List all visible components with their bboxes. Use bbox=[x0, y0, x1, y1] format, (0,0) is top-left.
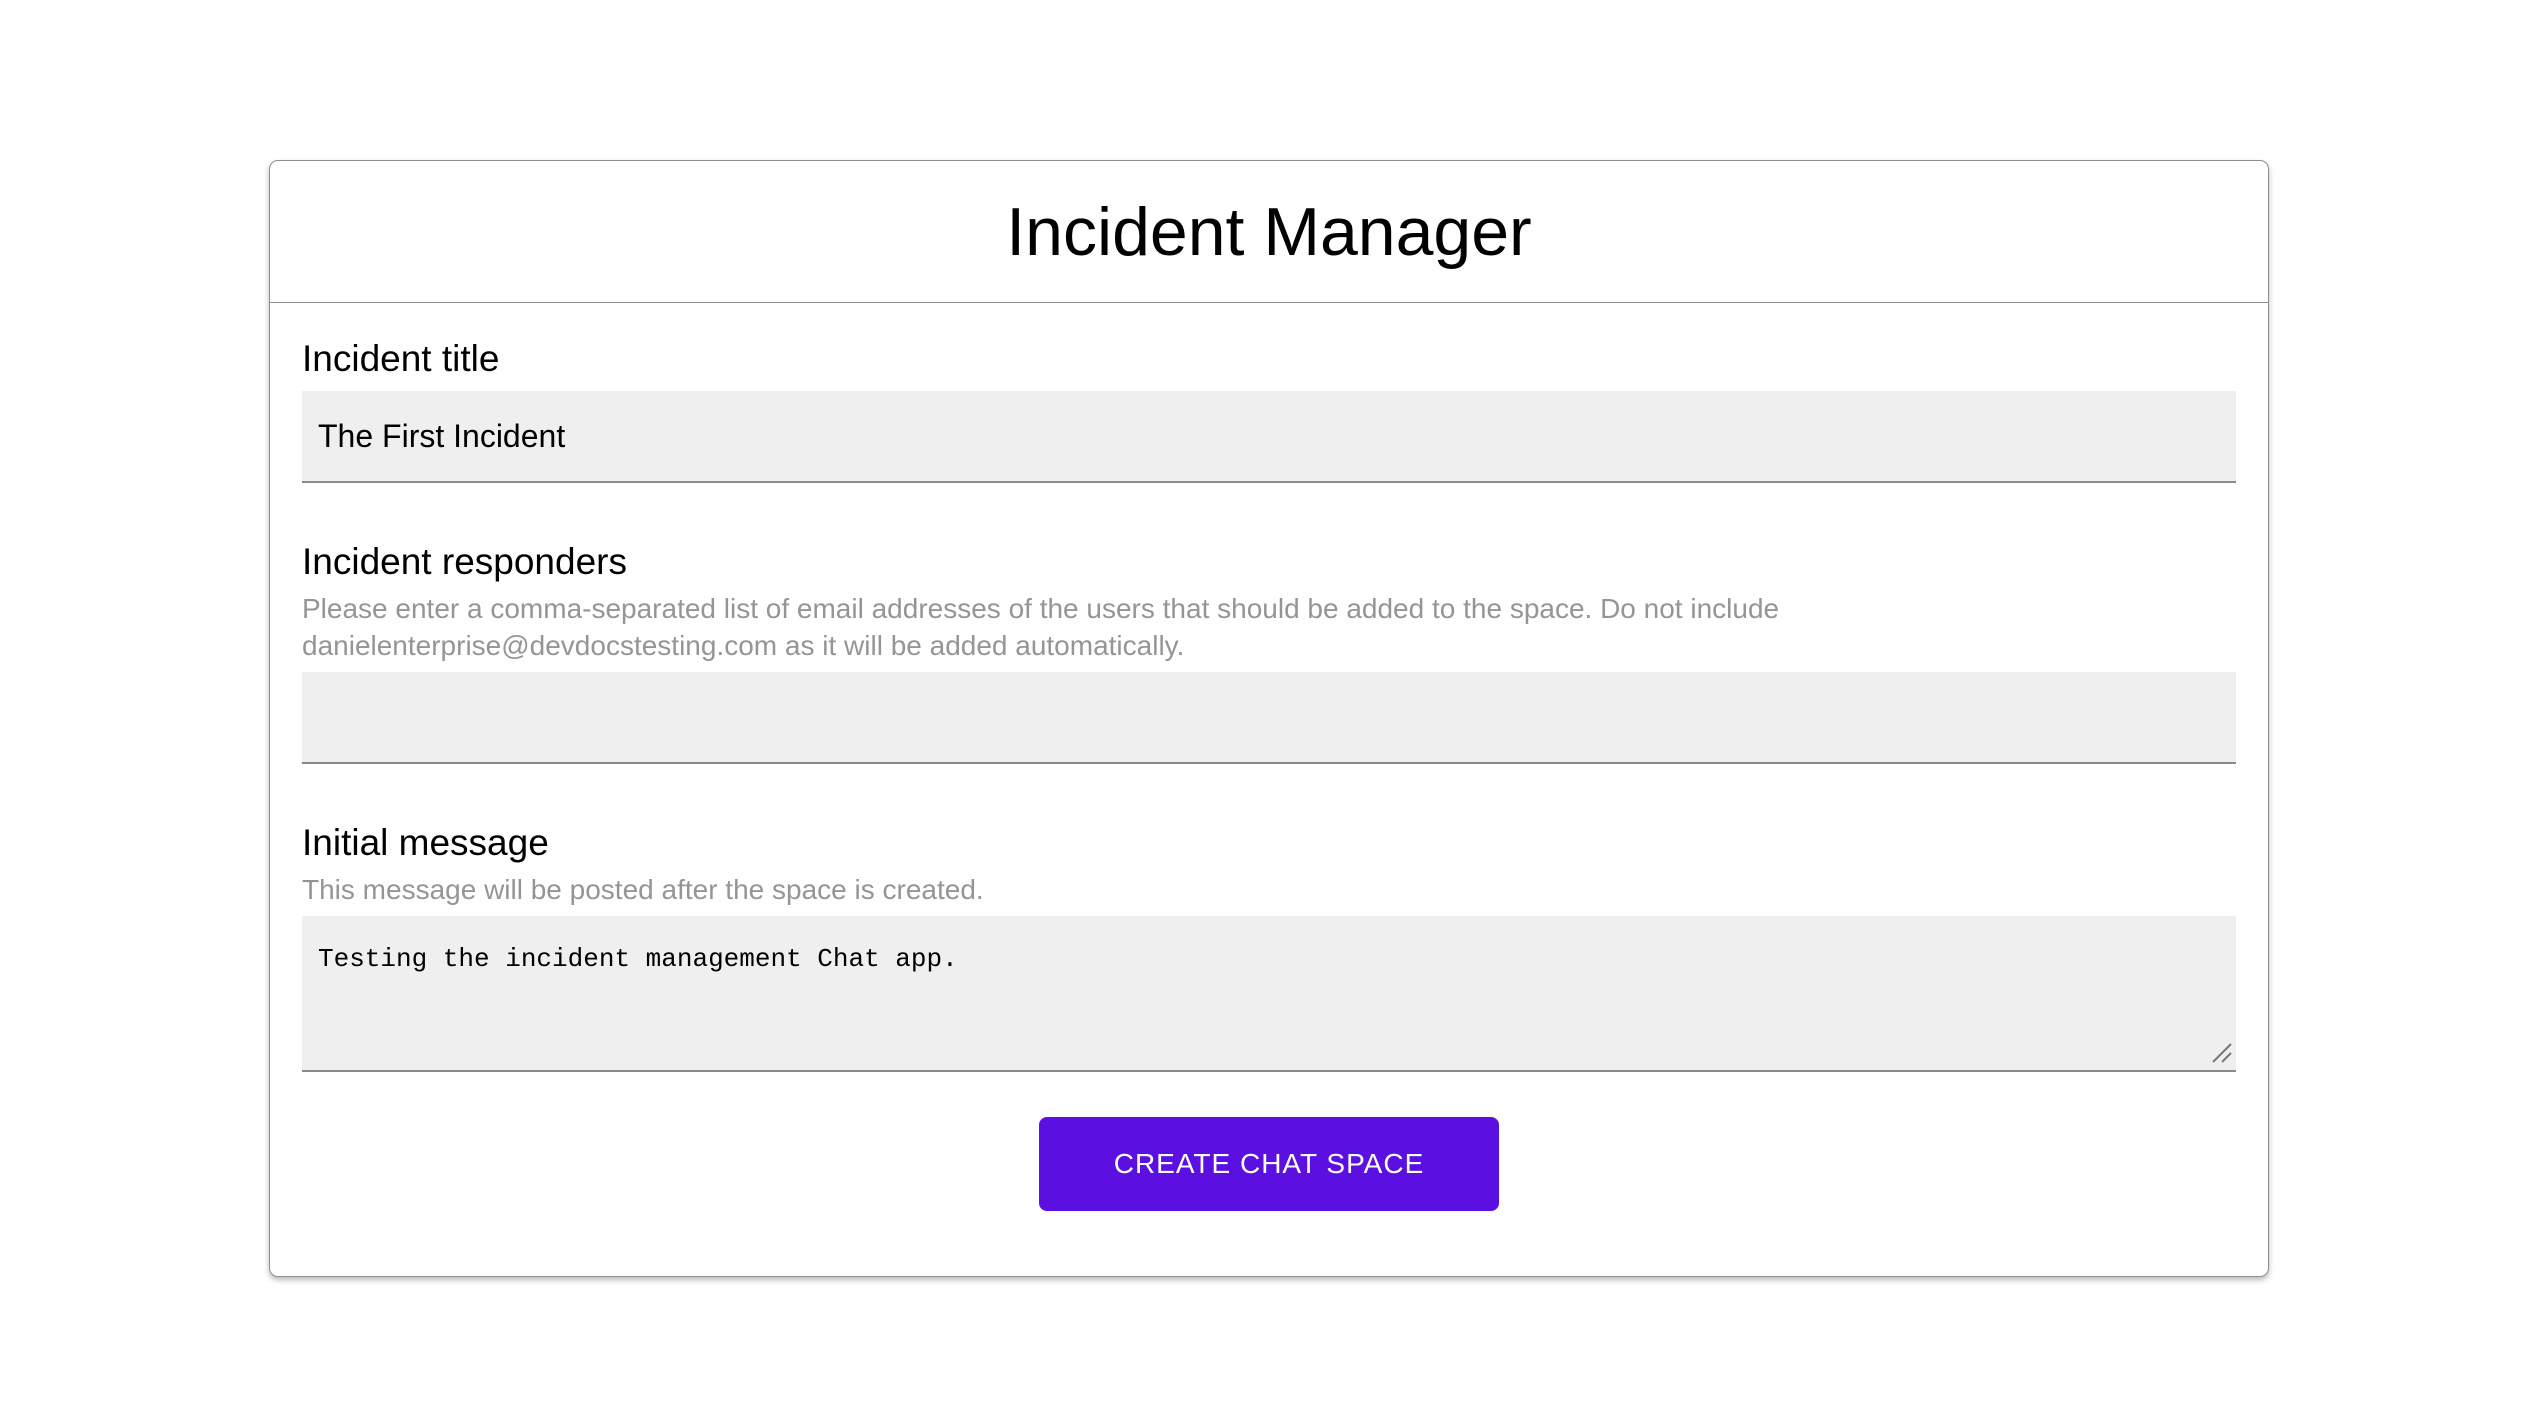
incident-responders-input[interactable] bbox=[302, 672, 2236, 764]
incident-manager-card bbox=[269, 160, 2269, 1277]
card-header bbox=[270, 161, 2268, 303]
initial-message-textarea-wrap bbox=[302, 916, 2236, 1072]
page-title: Incident Manager bbox=[1006, 193, 1532, 270]
initial-message-label: Initial message bbox=[302, 822, 549, 863]
incident-title-input[interactable] bbox=[302, 391, 2236, 483]
incident-responders-label: Incident responders bbox=[302, 541, 627, 582]
incident-form bbox=[270, 303, 2268, 1211]
field-initial-message bbox=[302, 819, 2236, 1072]
initial-message-textarea[interactable] bbox=[302, 916, 2236, 1072]
field-incident-title bbox=[302, 335, 2236, 483]
field-incident-responders bbox=[302, 538, 2236, 764]
button-row bbox=[302, 1117, 2236, 1211]
incident-responders-helper: Please enter a comma-separated list of email addresses of the users that should be added to the space. Do not include danielenterprise@devdocstesting.com as it will be added automatically. bbox=[302, 593, 1780, 661]
initial-message-helper: This message will be posted after the space is created. bbox=[302, 874, 984, 905]
incident-title-label: Incident title bbox=[302, 338, 500, 379]
create-chat-space-button[interactable]: CREATE CHAT SPACE bbox=[1039, 1117, 1499, 1211]
resize-handle-icon[interactable] bbox=[2207, 1038, 2233, 1064]
